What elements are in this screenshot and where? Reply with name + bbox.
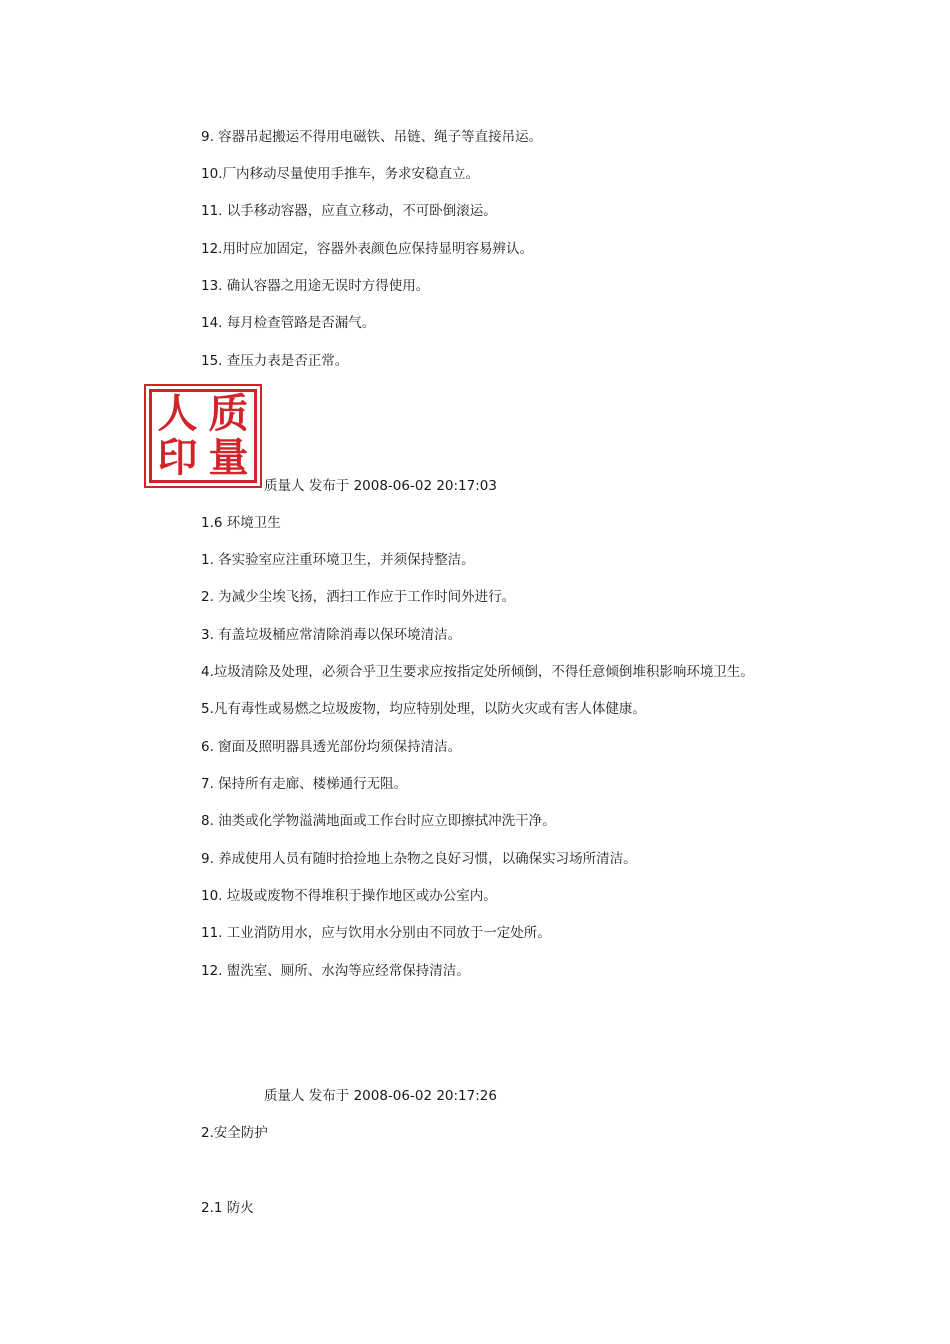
list-item: 11. 工业消防用水，应与饮用水分别由不同放于一定处所。 xyxy=(201,925,551,941)
section-heading: 1.6 环境卫生 xyxy=(201,515,281,531)
list-item: 3. 有盖垃圾桶应常清除消毒以保环境清洁。 xyxy=(201,627,462,643)
list-item: 8. 油类或化学物溢满地面或工作台时应立即擦拭冲洗干净。 xyxy=(201,813,556,829)
seal-char: 质 xyxy=(208,390,249,437)
seal-avatar xyxy=(144,384,262,488)
section-heading: 2.1 防火 xyxy=(201,1200,254,1216)
list-item: 5.凡有毒性或易燃之垃圾废物，均应特别处理，以防火灾或有害人体健康。 xyxy=(201,701,646,717)
list-item: 10. 垃圾或废物不得堆积于操作地区或办公室内。 xyxy=(201,888,497,904)
post-meta: 质量人 发布于 2008-06-02 20:17:26 xyxy=(264,1088,497,1104)
list-item: 13. 确认容器之用途无误时方得使用。 xyxy=(201,278,430,294)
list-item: 12. 盥洗室、厕所、水沟等应经常保持清洁。 xyxy=(201,963,470,979)
section-heading: 2.安全防护 xyxy=(201,1125,268,1141)
list-item: 12.用时应加固定，容器外表颜色应保持显明容易辨认。 xyxy=(201,241,533,257)
list-item: 7. 保持所有走廊、楼梯通行无阻。 xyxy=(201,776,408,792)
list-item: 9. 养成使用人员有随时拾捡地上杂物之良好习惯，以确保实习场所清洁。 xyxy=(201,851,637,867)
list-item: 4.垃圾清除及处理，必须合乎卫生要求应按指定处所倾倒，不得任意倾倒堆积影响环境卫生。 xyxy=(201,664,754,680)
seal-char: 量 xyxy=(208,434,249,481)
list-item: 1. 各实验室应注重环境卫生，并须保持整洁。 xyxy=(201,552,475,568)
list-item: 15. 查压力表是否正常。 xyxy=(201,353,349,369)
post-meta: 质量人 发布于 2008-06-02 20:17:03 xyxy=(264,478,497,494)
list-item: 10.厂内移动尽量使用手推车，务求安稳直立。 xyxy=(201,166,479,182)
list-item: 6. 窗面及照明器具透光部份均须保持清洁。 xyxy=(201,739,462,755)
seal-char: 印 xyxy=(157,434,198,481)
list-item: 14. 每月检查管路是否漏气。 xyxy=(201,315,376,331)
seal-char: 人 xyxy=(157,390,198,437)
list-item: 9. 容器吊起搬运不得用电磁铁、吊链、绳子等直接吊运。 xyxy=(201,129,543,145)
seal-frame xyxy=(149,389,257,483)
list-item: 2. 为减少尘埃飞扬，洒扫工作应于工作时间外进行。 xyxy=(201,589,516,605)
list-item: 11. 以手移动容器，应直立移动，不可卧倒滚运。 xyxy=(201,203,497,219)
